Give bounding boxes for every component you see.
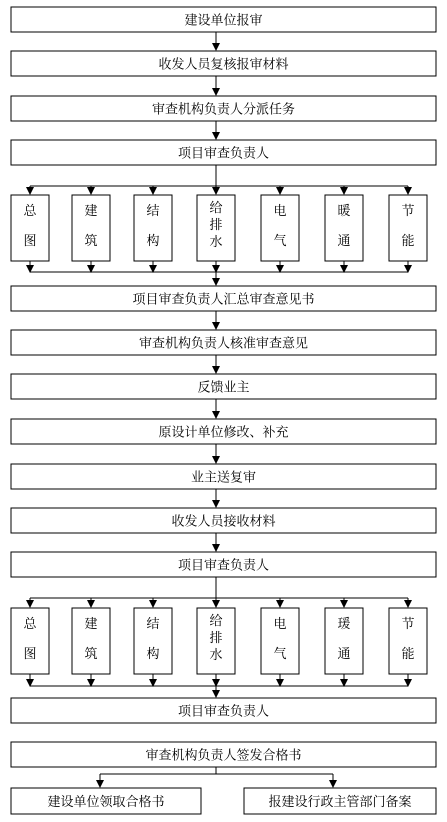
step5-box <box>11 286 436 311</box>
step12-box <box>11 698 436 723</box>
step6-box <box>11 330 436 355</box>
final-right-box-label: 报建设行政主管部门备案 <box>268 795 412 810</box>
discipline-box-b-3 <box>197 608 235 674</box>
final-left-box <box>11 788 201 814</box>
discipline-label-b-2: 结构 <box>146 617 160 662</box>
step3-box <box>11 96 436 121</box>
discipline-label-a-4: 电气 <box>273 204 287 249</box>
discipline-box-a-3 <box>197 195 235 261</box>
step2-box <box>11 51 436 76</box>
discipline-box-b-1 <box>72 608 110 674</box>
discipline-label-a-1: 建筑 <box>84 204 98 249</box>
discipline-label-a-5: 暖通 <box>337 204 351 249</box>
step9-box <box>11 464 436 489</box>
discipline-label-b-0: 总图 <box>23 617 37 662</box>
step2-box-label: 收发人员复核报审材料 <box>158 57 289 73</box>
discipline-box-a-5 <box>325 195 363 261</box>
final-left-box-label: 建设单位领取合格书 <box>47 795 165 810</box>
final-right-box <box>244 788 436 814</box>
discipline-label-a-0: 总图 <box>23 204 37 249</box>
discipline-box-b-2 <box>134 608 172 674</box>
step7-box-label: 反馈业主 <box>197 380 250 396</box>
step6-box-label: 审查机构负责人核准审查意见 <box>138 336 309 352</box>
discipline-label-b-1: 建筑 <box>84 617 98 662</box>
step3-box-label: 审查机构负责人分派任务 <box>151 102 296 118</box>
step10-box-label: 收发人员接收材料 <box>171 514 276 530</box>
step13-box-label: 审查机构负责人签发合格书 <box>145 748 302 764</box>
step12-box-label: 项目审查负责人 <box>177 704 270 720</box>
step1-box-label: 建设单位报审 <box>184 13 263 29</box>
discipline-label-b-6: 节能 <box>401 617 415 662</box>
discipline-label-b-4: 电气 <box>273 617 287 662</box>
discipline-label-a-2: 结构 <box>146 204 160 249</box>
discipline-label-b-3: 给排水 <box>209 614 223 663</box>
discipline-label-a-3: 给排水 <box>209 201 223 250</box>
step9-box-label: 业主送复审 <box>190 470 257 486</box>
discipline-box-b-0 <box>11 608 49 674</box>
step8-box-label: 原设计单位修改、补充 <box>158 425 289 441</box>
step4-box <box>11 140 436 165</box>
step11-box <box>11 552 436 577</box>
discipline-box-a-0 <box>11 195 49 261</box>
discipline-box-a-4 <box>261 195 299 261</box>
discipline-label-b-5: 瑗通 <box>337 617 351 662</box>
step1-box <box>11 7 436 32</box>
step10-box <box>11 508 436 533</box>
discipline-box-b-6 <box>389 608 427 674</box>
step13-box <box>11 742 436 767</box>
discipline-box-b-5 <box>325 608 363 674</box>
step5-box-label: 项目审查负责人汇总审查意见书 <box>132 292 315 308</box>
discipline-box-b-4 <box>261 608 299 674</box>
discipline-box-a-6 <box>389 195 427 261</box>
step8-box <box>11 419 436 444</box>
discipline-box-a-1 <box>72 195 110 261</box>
step11-box-label: 项目审查负责人 <box>177 558 270 574</box>
step7-box <box>11 374 436 399</box>
discipline-box-a-2 <box>134 195 172 261</box>
discipline-label-a-6: 节能 <box>401 204 415 249</box>
step4-box-label: 项目审查负责人 <box>177 146 270 162</box>
